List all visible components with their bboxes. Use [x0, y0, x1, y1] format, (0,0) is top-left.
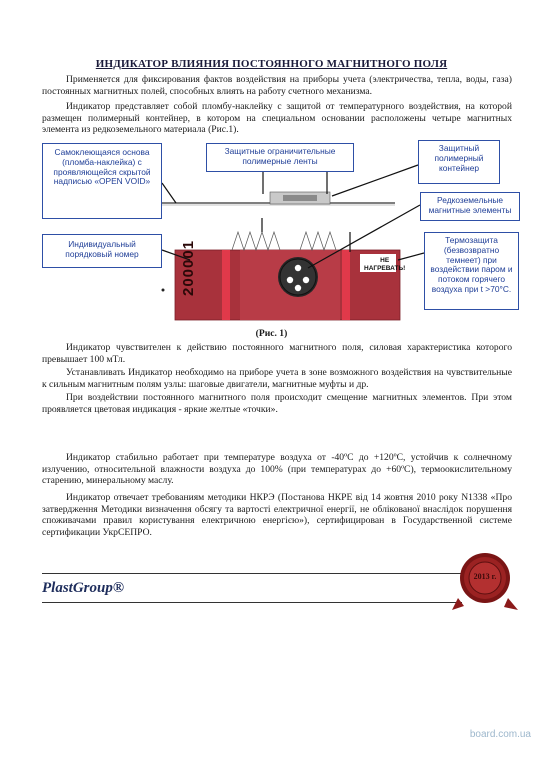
body-paragraph-3: При воздействии постоянного магнитного поля происходит смещение магнитных элементов. При этом проявляется цветовая индикация - яркие желтые «точки». [42, 392, 512, 415]
document-title: ИНДИКАТОР ВЛИЯНИЯ ПОСТОЯННОГО МАГНИТНОГО ПОЛЯ [95, 58, 448, 70]
body-paragraph-1: Индикатор чувствителен к действию постоянного магнитного поля, силовая характеристика которого превышает 100 мТл. [42, 342, 512, 365]
serial-number: 200001 [180, 239, 197, 296]
label-adhesive-base: Самоклеющаяся основа (пломба-наклейка) с проявляющейся скрытой надписью «OPEN VOID» [42, 143, 162, 219]
body-paragraph-2: Устанавливать Индикатор необходимо на приборе учета в зоне возможного воздействия на чувствительные к сильным магнитным полям узлы: шаговые двигатели, магнитные муфты и др. [42, 367, 512, 390]
label-serial-number: Индивидуальный порядковый номер [42, 234, 162, 268]
body-paragraph-4: Индикатор стабильно работает при температуре воздуха от -40ºС до +120ºС, устойчив к солнечному излучению, относительной влажности воздуха до 100% (при температурах до +60ºС), термоокислительному старению, минеральному маслу. [42, 452, 512, 487]
intro-paragraph-2: Индикатор представляет собой пломбу-наклейку с защитой от температурного воздействия, на которой размещен полимерный контейнер, в котором на специальном основании расположены четыре магнитных элемента из редкоземельного материала (Рис.1). [42, 101, 512, 136]
warning-line-1: НЕ [380, 257, 390, 264]
intro-paragraph-1: Применяется для фиксирования фактов воздействия на приборы учета (электричества, тепла, воды, газа) постоянных магнитных полей, способных влиять на работу счетного механизма. [42, 74, 512, 97]
figure-caption: (Рис. 1) [255, 328, 288, 339]
wax-seal-icon [448, 552, 522, 612]
body-paragraph-5: Индикатор отвечает требованиям методики НКРЭ (Постанова НКРЕ від 14 жовтня 2010 року N1338 «Про затвердження Методики визначення обсягу та вартості електричної енергії, не облікованої внаслідок порушення споживачами правил користування електричною енергією»), сертифицирован в Государственной системе сертификации УкрСЕПРО. [42, 492, 512, 538]
label-protective-tapes: Защитные ограничительные полимерные ленты [206, 143, 354, 172]
watermark: board.com.ua [469, 729, 531, 740]
label-polymer-container: Защитный полимерный контейнер [418, 140, 500, 184]
label-thermal-protection: Термозащита (безвозвратно темнеет) при воздействии паром и потоком горячего воздуха при t >70°С. [424, 232, 519, 310]
seal-year: 2013 г. [473, 572, 497, 581]
warning-label [364, 257, 405, 272]
label-magnetic-elements: Редкоземельные магнитные элементы [420, 192, 520, 221]
warning-line-2: НАГРЕВАТЬ! [364, 264, 406, 272]
footer-divider-top [42, 573, 462, 574]
footer-divider-bottom [42, 602, 462, 603]
brand-logo-text: PlastGroup® [42, 580, 125, 596]
